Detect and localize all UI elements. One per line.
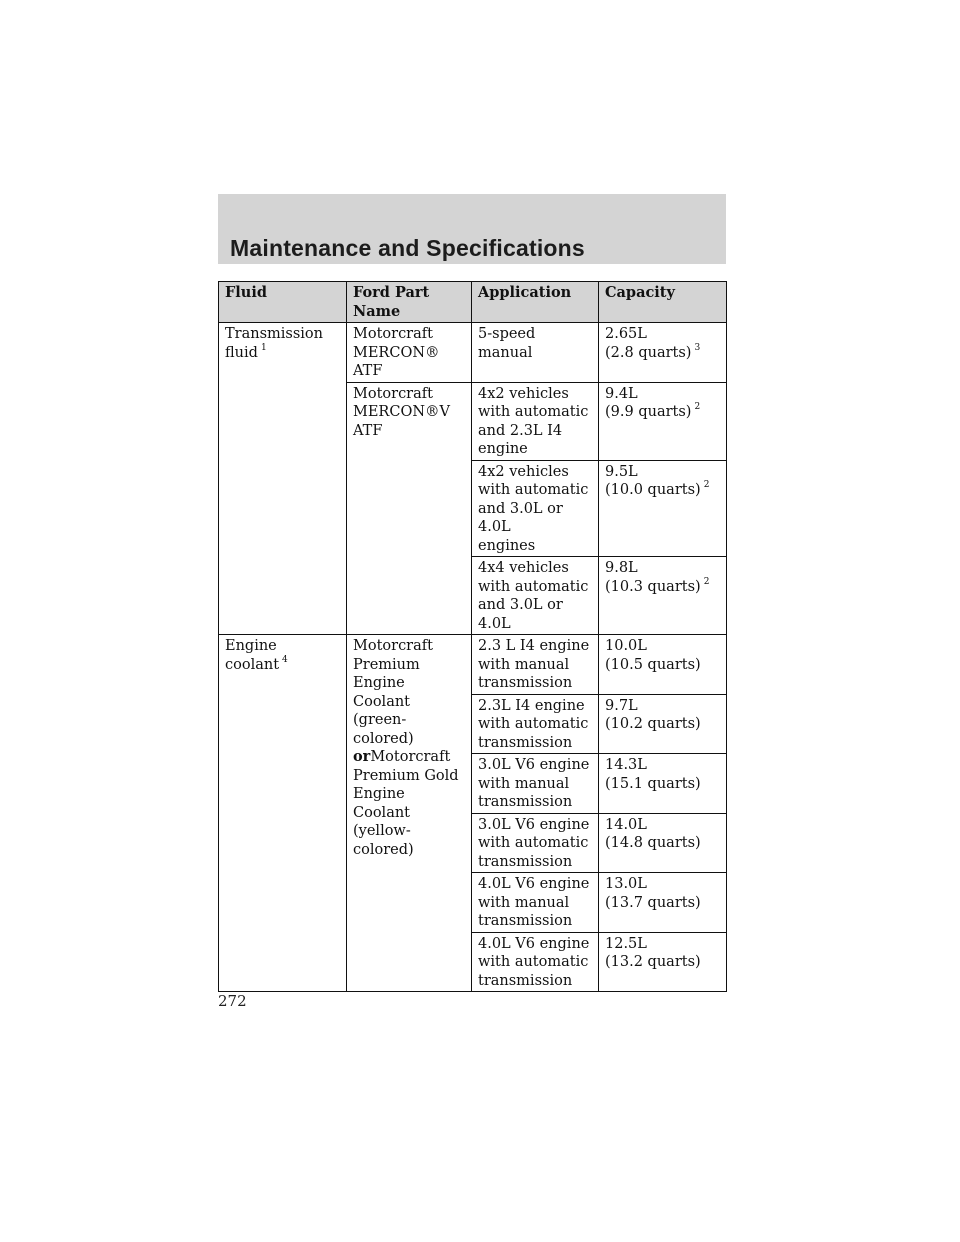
application-cell [472,460,599,557]
section-title: Maintenance and Specifications [230,235,585,261]
application-line: 3.0L V6 engine [478,757,590,773]
application-line: transmission [478,734,573,751]
part-name-line: Coolant [353,693,411,710]
column-header-fluid: Fluid [219,282,347,323]
capacity-cell [599,323,727,383]
capacity-line: (9.9 quarts) [605,404,692,420]
capacity-line: 9.8L [605,560,638,576]
capacity-line: 14.0L [605,816,647,833]
capacity-line: 10.0L [605,638,647,654]
part-name-cell [347,323,472,383]
application-line: 2.3 L I4 engine [478,638,590,654]
application-line: with automatic [478,954,589,970]
application-line: transmission [478,913,573,929]
column-header-capacity: Capacity [599,282,727,323]
application-line: 2.3L I4 engine [478,697,585,714]
part-name-line: ATF [353,422,383,439]
capacity-line: (14.8 quarts) [605,835,701,851]
footnote-marker: 2 [703,576,710,587]
capacity-cell [599,382,727,460]
application-line: 4x2 vehicles [478,385,569,402]
capacity-line: 12.5L [605,935,647,952]
application-line: transmission [478,794,573,810]
capacity-line: (2.8 quarts) [605,344,692,361]
fluid-cell [219,635,347,992]
part-name-line: (green-colored) [353,712,414,747]
part-name-line: Premium Gold [353,767,459,784]
column-header-application: Application [472,282,599,323]
part-name-line: (yellow-colored) [353,823,414,858]
capacity-line: (10.5 quarts) [605,656,701,673]
application-line: 4.0L V6 engine [478,876,590,892]
capacity-line: (10.2 quarts) [605,716,701,732]
part-name-line: Motorcraft [353,385,433,402]
fluid-label: Engine coolant [225,638,280,673]
capacity-line: (10.3 quarts) [605,578,701,595]
column-header-part-name: Ford Part Name [347,282,472,323]
capacity-cell [599,694,727,754]
application-line: with automatic [478,482,589,498]
capacity-cell [599,873,727,933]
application-line: transmission [478,853,573,870]
application-line: and 3.0L or 4.0L [478,597,563,632]
application-line: 5-speed manual [478,326,536,361]
application-cell [472,382,599,460]
part-name-cell [347,382,472,635]
footnote-marker: 2 [703,480,710,491]
application-line: 3.0L V6 engine [478,816,590,833]
capacity-cell [599,754,727,814]
application-line: transmission [478,972,573,989]
application-line: and 3.0L or 4.0L [478,500,563,535]
or-conjunction: or [353,748,371,765]
footnote-marker: 2 [694,402,701,413]
capacity-cell [599,460,727,557]
application-cell [472,635,599,695]
application-line: with automatic [478,578,589,595]
table-header-row [219,282,727,323]
part-name-line: MERCON® ATF [353,344,440,379]
capacity-line: 9.4L [605,385,638,402]
capacity-cell [599,635,727,695]
application-line: engine [478,441,528,457]
application-line: 4.0L V6 engine [478,935,590,952]
part-name-cell [347,635,472,992]
table-body [219,323,727,992]
table-row [219,635,727,695]
application-cell [472,557,599,635]
application-line: with automatic [478,716,589,732]
capacity-line: (13.7 quarts) [605,894,701,911]
application-cell [472,323,599,383]
application-cell [472,932,599,992]
capacity-line: 14.3L [605,757,647,773]
fluid-cell [219,323,347,635]
fluid-label: Transmission fluid [225,326,324,361]
application-line: engines [478,537,536,554]
application-cell [472,754,599,814]
capacity-line: (15.1 quarts) [605,775,701,792]
part-name-line: Motorcraft [353,326,433,342]
application-line: and 2.3L I4 [478,422,563,439]
application-line: with automatic [478,404,589,420]
part-name-line: Premium Engine [353,656,420,691]
capacity-cell [599,932,727,992]
capacity-cell [599,813,727,873]
application-line: transmission [478,675,573,691]
application-cell [472,813,599,873]
part-name-line: Engine Coolant [353,786,411,821]
footnote-marker: 3 [694,342,701,353]
application-cell [472,694,599,754]
capacity-line: 2.65L [605,326,647,342]
application-line: with manual [478,894,570,911]
fluid-capacity-table [218,281,727,992]
application-line: with manual [478,775,570,792]
section-header [218,194,726,264]
application-line: 4x2 vehicles [478,463,569,480]
footnote-marker: 1 [260,342,267,353]
application-line: with automatic [478,835,589,851]
capacity-line: 9.5L [605,463,638,480]
application-line: 4x4 vehicles [478,560,569,576]
application-cell [472,873,599,933]
part-name-line: MERCON®V [353,404,450,420]
part-name-line: Motorcraft [353,638,433,654]
capacity-line: (10.0 quarts) [605,482,701,498]
capacity-line: 13.0L [605,876,647,892]
application-line: with manual [478,656,570,673]
page-number: 272 [218,992,247,1010]
capacity-cell [599,557,727,635]
part-name-line: Motorcraft [370,749,451,765]
capacity-line: 9.7L [605,697,638,714]
capacity-line: (13.2 quarts) [605,954,701,970]
footnote-marker: 4 [282,654,288,665]
table-row [219,323,727,383]
